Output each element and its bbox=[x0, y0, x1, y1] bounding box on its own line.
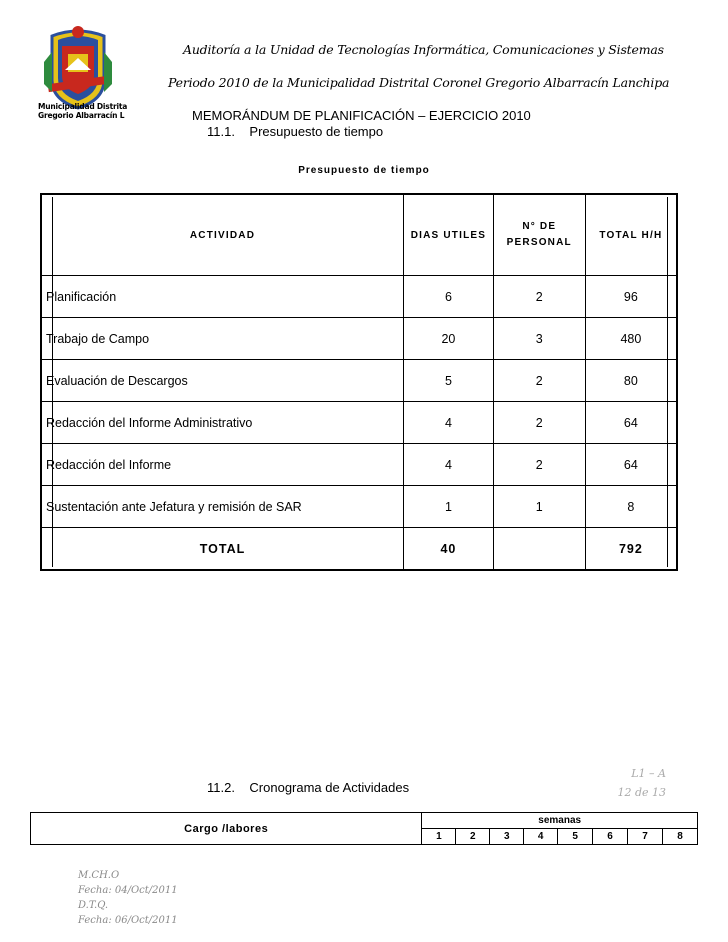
table-row bbox=[41, 444, 677, 486]
header-period: Periodo 2010 de la Municipalidad Distrital Coronel Gregorio Albarracín Lanchipa bbox=[168, 75, 670, 90]
logo-caption bbox=[38, 102, 127, 120]
signature-initials-2: D.T.Q. bbox=[78, 900, 109, 911]
col-header-personal: N° DE PERSONAL bbox=[493, 194, 585, 276]
activity-schedule-table bbox=[30, 812, 698, 845]
col-header-dias: DIAS UTILES bbox=[404, 194, 494, 276]
memo-title: MEMORÁNDUM DE PLANIFICACIÓN – EJERCICIO 2010 bbox=[192, 108, 531, 123]
section-1-title: Presupuesto de tiempo bbox=[249, 124, 384, 139]
week-number: 5 bbox=[558, 829, 593, 845]
cell-dias: 1 bbox=[404, 486, 494, 528]
total-personal bbox=[493, 528, 585, 571]
col-header-actividad: ACTIVIDAD bbox=[41, 194, 404, 276]
section-1-heading bbox=[207, 124, 383, 139]
cell-total: 80 bbox=[585, 360, 677, 402]
cell-dias: 6 bbox=[404, 276, 494, 318]
cell-total: 64 bbox=[585, 444, 677, 486]
cell-personal: 3 bbox=[493, 318, 585, 360]
table-row bbox=[41, 402, 677, 444]
signature-initials-1: M.CH.O bbox=[78, 870, 120, 881]
logo-caption-line2: Gregorio Albarracín L bbox=[38, 111, 125, 120]
schedule-header-row bbox=[31, 813, 698, 829]
table-row bbox=[41, 276, 677, 318]
section-2-heading bbox=[207, 780, 409, 795]
week-number: 6 bbox=[593, 829, 628, 845]
cell-actividad: Redacción del Informe bbox=[41, 444, 404, 486]
weeks-header: semanas bbox=[422, 813, 698, 829]
cargo-labores-header: Cargo /labores bbox=[31, 813, 422, 845]
cell-personal: 2 bbox=[493, 402, 585, 444]
page-number-stamp: 12 de 13 bbox=[617, 786, 666, 799]
cell-total: 96 bbox=[585, 276, 677, 318]
section-2-number: 11.2. bbox=[207, 780, 235, 795]
cell-total: 8 bbox=[585, 486, 677, 528]
total-label: TOTAL bbox=[41, 528, 404, 571]
signature-date-2: Fecha: 06/Oct/2011 bbox=[78, 915, 178, 926]
section-1-number: 11.1. bbox=[207, 124, 235, 139]
total-hh: 792 bbox=[585, 528, 677, 571]
table-header-row bbox=[41, 194, 677, 276]
cell-actividad: Redacción del Informe Administrativo bbox=[41, 402, 404, 444]
cell-actividad: Planificación bbox=[41, 276, 404, 318]
logo-caption-line1: Municipalidad Distrita bbox=[38, 102, 128, 111]
cell-total: 64 bbox=[585, 402, 677, 444]
cell-personal: 2 bbox=[493, 360, 585, 402]
table-caption: Presupuesto de tiempo bbox=[298, 165, 430, 176]
table-row bbox=[41, 486, 677, 528]
cell-personal: 2 bbox=[493, 444, 585, 486]
week-number: 1 bbox=[422, 829, 456, 845]
cell-personal: 2 bbox=[493, 276, 585, 318]
signature-date-1: Fecha: 04/Oct/2011 bbox=[78, 885, 178, 896]
reviewer-signature bbox=[78, 868, 178, 928]
section-2-title: Cronograma de Actividades bbox=[249, 780, 410, 795]
week-number: 4 bbox=[524, 829, 558, 845]
reference-stamp: L1 – A bbox=[631, 767, 666, 780]
cell-dias: 5 bbox=[404, 360, 494, 402]
cell-dias: 4 bbox=[404, 402, 494, 444]
cell-personal: 1 bbox=[493, 486, 585, 528]
time-budget-table bbox=[40, 193, 678, 571]
week-number: 7 bbox=[628, 829, 663, 845]
table-row bbox=[41, 360, 677, 402]
total-dias: 40 bbox=[404, 528, 494, 571]
municipality-crest-logo bbox=[38, 22, 118, 112]
week-number: 8 bbox=[662, 829, 697, 845]
week-number: 2 bbox=[456, 829, 490, 845]
week-number: 3 bbox=[490, 829, 524, 845]
cell-dias: 4 bbox=[404, 444, 494, 486]
cell-total: 480 bbox=[585, 318, 677, 360]
table-row bbox=[41, 318, 677, 360]
table-total-row bbox=[41, 528, 677, 571]
header-audit-title: Auditoría a la Unidad de Tecnologías Informática, Comunicaciones y Sistemas bbox=[183, 42, 664, 57]
cell-dias: 20 bbox=[404, 318, 494, 360]
cell-actividad: Evaluación de Descargos bbox=[41, 360, 404, 402]
col-header-total: TOTAL H/H bbox=[585, 194, 677, 276]
cell-actividad: Trabajo de Campo bbox=[41, 318, 404, 360]
cell-actividad: Sustentación ante Jefatura y remisión de SAR bbox=[41, 486, 404, 528]
